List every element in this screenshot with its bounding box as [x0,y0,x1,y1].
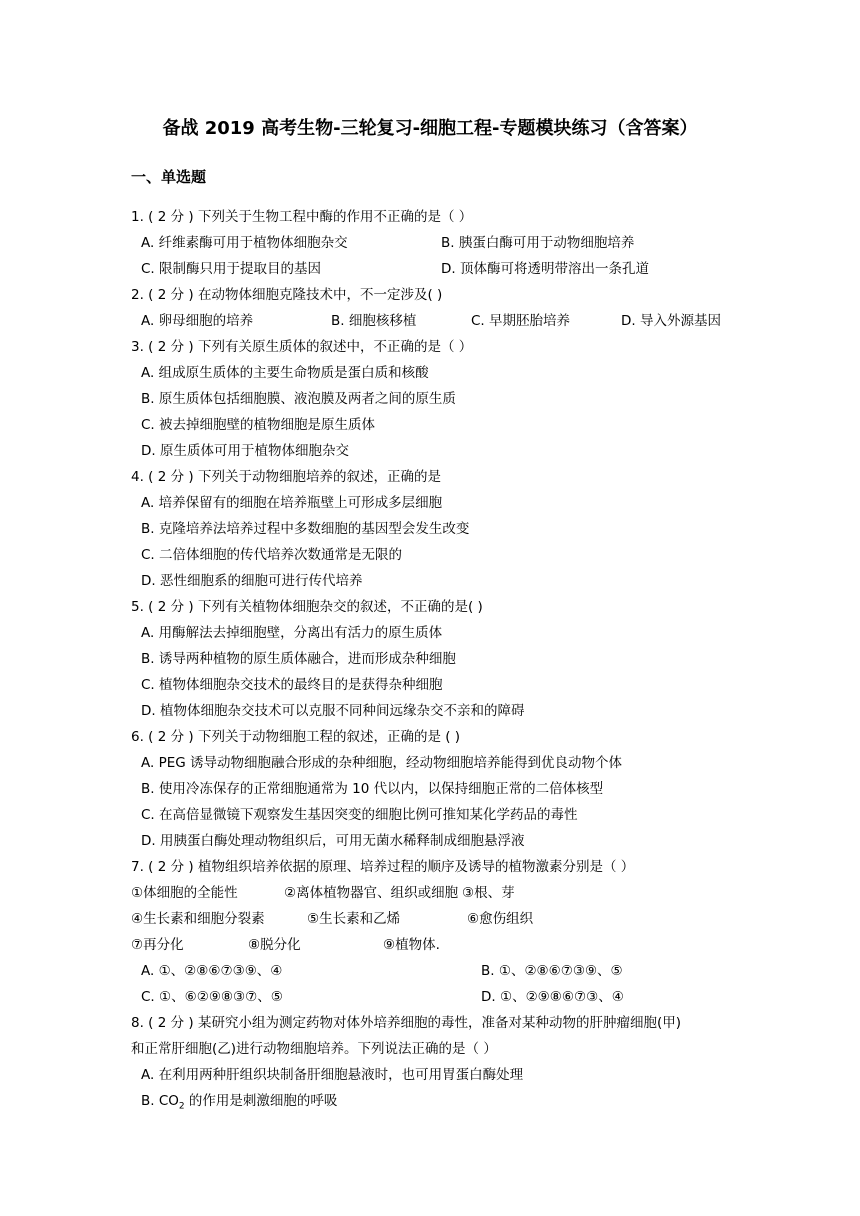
item-9: ⑨植物体. [383,937,440,953]
option-a: A. 在利用两种肝组织块制备肝细胞悬液时，也可用胃蛋白酶处理 [141,1067,524,1083]
option-d: D. 原生质体可用于植物体细胞杂交 [141,443,349,459]
option-a: A. 培养保留有的细胞在培养瓶壁上可形成多层细胞 [141,495,443,511]
question-list [131,204,731,1114]
section-heading: 一、单选题 [131,168,207,186]
question-2-options [131,308,731,334]
question-4-stem: 4. ( 2 分 ) 下列关于动物细胞培养的叙述，正确的是 [131,469,441,485]
option-c: C. 植物体细胞杂交技术的最终目的是获得杂种细胞 [141,677,443,693]
option-c: C. 限制酶只用于提取目的基因 [141,261,322,277]
option-b: B. ①、②⑧⑥⑦③⑨、⑤ [481,963,623,979]
option-a: A. 卵母细胞的培养 [141,313,254,329]
question-7-stem: 7. ( 2 分 ) 植物组织培养依据的原理、培养过程的顺序及诱导的植物激素分别是（ ） [131,859,635,875]
document-title: 备战 2019 高考生物-三轮复习-细胞工程-专题模块练习（含答案） [162,118,698,139]
item-3: ③根、芽 [462,885,515,901]
item-4: ④生长素和细胞分裂素 [131,911,265,927]
option-d: D. 导入外源基因 [621,313,721,329]
option-b-prefix: B. CO [141,1093,179,1109]
option-d: D. 植物体细胞杂交技术可以克服不同种间远缘杂交不亲和的障碍 [141,703,525,719]
option-c: C. 被去掉细胞壁的植物细胞是原生质体 [141,417,376,433]
question-7-items-row-3 [131,932,731,958]
option-b-text: 的作用是刺激细胞的呼吸 [184,1093,338,1109]
option-c: C. 在高倍显微镜下观察发生基因突变的细胞比例可推知某化学药品的毒性 [141,807,578,823]
question-7-options-row-2 [131,984,731,1010]
option-c: C. ①、⑥②⑨⑧③⑦、⑤ [141,989,283,1005]
option-b: B. 细胞核移植 [331,313,417,329]
option-d: D. ①、②⑨⑧⑥⑦③、④ [481,989,624,1005]
item-6: ⑥愈伤组织 [467,911,534,927]
option-a: A. PEG 诱导动物细胞融合形成的杂种细胞，经动物细胞培养能得到优良动物个体 [141,755,623,771]
option-a: A. 组成原生质体的主要生命物质是蛋白质和核酸 [141,365,429,381]
option-d: D. 恶性细胞系的细胞可进行传代培养 [141,573,363,589]
question-2-stem: 2. ( 2 分 ) 在动物体细胞克隆技术中，不一定涉及( ) [131,287,443,303]
question-1-options-row-2 [131,256,731,282]
item-2: ②离体植物器官、组织或细胞 [284,885,459,901]
question-3-stem: 3. ( 2 分 ) 下列有关原生质体的叙述中，不正确的是（ ） [131,339,473,355]
question-7-items-row-1 [131,880,731,906]
item-5: ⑤生长素和乙烯 [307,911,401,927]
option-b: B. 原生质体包括细胞膜、液泡膜及两者之间的原生质 [141,391,456,407]
option-a: A. ①、②⑧⑥⑦③⑨、④ [141,963,283,979]
option-b: B. 克隆培养法培养过程中多数细胞的基因型会发生改变 [141,521,470,537]
option-d: D. 用胰蛋白酶处理动物组织后，可用无菌水稀释制成细胞悬浮液 [141,833,525,849]
item-7: ⑦再分化 [131,937,184,953]
question-1-options-row-1 [131,230,731,256]
option-b: B. 使用冷冻保存的正常细胞通常为 10 代以内，以保持细胞正常的二倍体核型 [141,781,604,797]
item-1: ①体细胞的全能性 [131,885,238,901]
option-b-subscript: 2 [178,1101,185,1112]
option-c: C. 早期胚胎培养 [471,313,571,329]
option-a: A. 用酶解法去掉细胞壁，分离出有活力的原生质体 [141,625,443,641]
option-c: C. 二倍体细胞的传代培养次数通常是无限的 [141,547,403,563]
question-7-items-row-2 [131,906,731,932]
option-a: A. 纤维素酶可用于植物体细胞杂交 [141,235,348,251]
question-1-stem: 1. ( 2 分 ) 下列关于生物工程中酶的作用不正确的是（ ） [131,209,473,225]
item-8: ⑧脱分化 [248,937,301,953]
question-8-stem-line-2: 和正常肝细胞(乙)进行动物细胞培养。下列说法正确的是（ ） [131,1041,497,1057]
question-5-stem: 5. ( 2 分 ) 下列有关植物体细胞杂交的叙述，不正确的是( ) [131,599,483,615]
option-d: D. 顶体酶可将透明带溶出一条孔道 [441,261,649,277]
option-b: B. 胰蛋白酶可用于动物细胞培养 [441,235,635,251]
question-6-stem: 6. ( 2 分 ) 下列关于动物细胞工程的叙述，正确的是 ( ) [131,729,461,745]
option-b: B. 诱导两种植物的原生质体融合，进而形成杂种细胞 [141,651,456,667]
question-8-stem-line-1: 8. ( 2 分 ) 某研究小组为测定药物对体外培养细胞的毒性，准备对某种动物的肝肿瘤细胞(甲) [131,1015,681,1031]
option-b [131,1088,731,1114]
question-7-options-row-1 [131,958,731,984]
